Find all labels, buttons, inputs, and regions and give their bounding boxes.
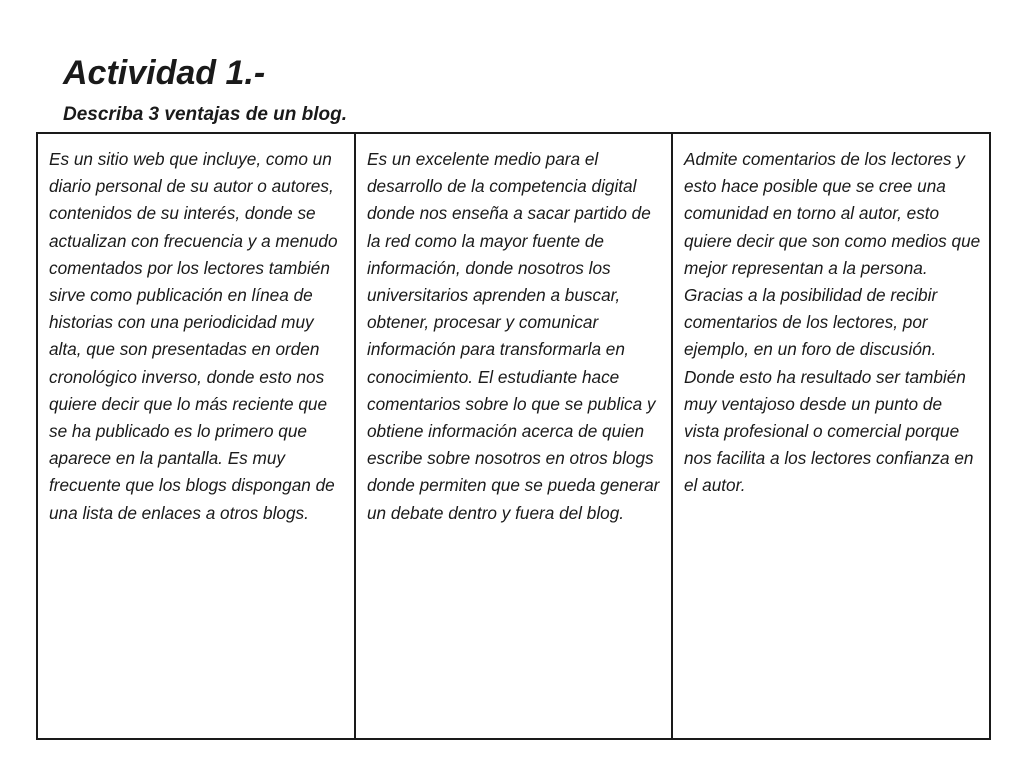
slide-title: Actividad 1.- bbox=[63, 54, 266, 92]
advantages-table bbox=[36, 132, 991, 740]
table-cell-advantage-2: Es un excelente medio para el desarrollo de la competencia digital donde nos enseña a sacar partido de la red como la mayor fuente de información, donde nosotros los universitarios aprenden a buscar, obtener, procesar y comunicar información para transformarla en conocimiento. El estudiante hace comentarios sobre lo que se publica y obtiene información acerca de quien escribe sobre nosotros en otros blogs donde permiten que se pueda generar un debate dentro y fuera del blog. bbox=[355, 133, 672, 739]
table-row bbox=[37, 133, 990, 739]
table-cell-advantage-3: Admite comentarios de los lectores y esto hace posible que se cree una comunidad en torno al autor, esto quiere decir que son como medios que mejor representan a la persona. Gracias a la posibilidad de recibir comentarios de los lectores, por ejemplo, en un foro de discusión. Donde esto ha resultado ser también muy ventajoso desde un punto de vista profesional o comercial porque nos facilita a los lectores confianza en el autor. bbox=[672, 133, 990, 739]
slide-subtitle: Describa 3 ventajas de un blog. bbox=[63, 104, 348, 125]
table-cell-advantage-1: Es un sitio web que incluye, como un diario personal de su autor o autores, contenidos de su interés, donde se actualizan con frecuencia y a menudo comentados por los lectores también sirve como publicación en línea de historias con una periodicidad muy alta, que son presentadas en orden cronológico inverso, donde esto nos quiere decir que lo más reciente que se ha publicado es lo primero que aparece en la pantalla. Es muy frecuente que los blogs dispongan de una lista de enlaces a otros blogs. bbox=[37, 133, 355, 739]
